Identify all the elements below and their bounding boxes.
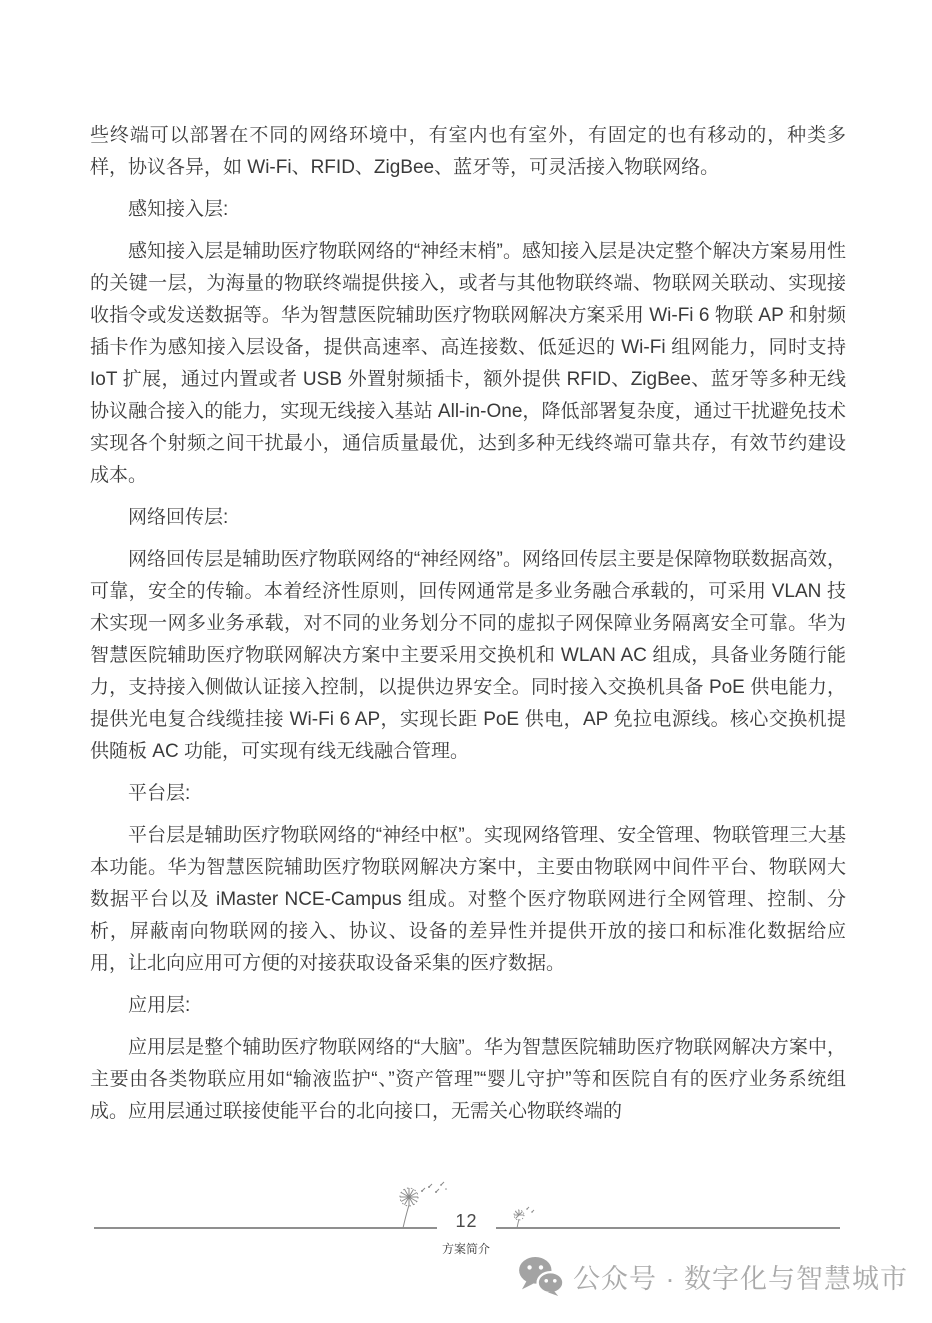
dandelion-small-icon <box>505 1200 539 1229</box>
footer-section-label: 方案简介 <box>441 1242 490 1256</box>
section-heading-perception-access-layer: 感知接入层: <box>128 199 229 220</box>
wechat-banner <box>518 1256 908 1296</box>
body-paragraph-application-layer: 应用层是整个辅助医疗物联网络的“大脑”。华为智慧医院辅助医疗物联网解决方案中，主要由各类物联应用如“输液监护“、”资产管理”“婴儿守护”等和医院自有的医疗业务系统组成。应用层通过联接使能平台的北向接口，无需关心物联终端的 <box>90 1037 846 1122</box>
body-paragraph-network-backhaul-layer: 网络回传层是辅助医疗物联网络的“神经网络”。网络回传层主要是保障物联数据高效，可靠，安全的传输。本着经济性原则，回传网通常是多业务融合承载的，可采用 VLAN 技术实现一网多业务承载，对不同的业务划分不同的虚拟子网保障业务隔离安全可靠。华为智慧医院辅助医疗物联网解决方案中主要采用交换机和 WLAN AC 组成，具备业务随行能力，支持接入侧做认证接入控制，以提供边界安全。同时接入交换机具备 PoE 供电能力，提供光电复合线缆挂接 Wi-Fi 6 AP，实现长距 PoE 供电，AP 免拉电源线。核心交换机提供随板 AC 功能，可实现有线无线融合管理。 <box>90 549 846 762</box>
wechat-icon <box>518 1256 564 1296</box>
section-heading-platform-layer: 平台层: <box>128 783 191 804</box>
page-number: 12 <box>455 1211 478 1231</box>
body-paragraph-perception-access-layer: 感知接入层是辅助医疗物联网络的“神经末梢”。感知接入层是决定整个解决方案易用性的关键一层，为海量的物联终端提供接入，或者与其他物联终端、物联网关联动、实现接收指令或发送数据等。华为智慧医院辅助医疗物联网解决方案采用 Wi-Fi 6 物联 AP 和射频插卡作为感知接入层设备，提供高速率、高连接数、低延迟的 Wi-Fi 组网能力，同时支持 IoT 扩展，通过内置或者 USB 外置射频插卡，额外提供 RFID、ZigBee、蓝牙等多种无线协议融合接入的能力，实现无线接入基站 All-in-One，降低部署复杂度，通过干扰避免技术实现各个射频之间干扰最小，通信质量最优，达到多种无线终端可靠共存，有效节约建设成本。 <box>90 241 846 486</box>
document-body <box>90 120 846 1138</box>
footer-rule-right <box>496 1227 840 1229</box>
body-paragraph-intro: 些终端可以部署在不同的网络环境中，有室内也有室外，有固定的也有移动的，种类多样，协议各异，如 Wi-Fi、RFID、ZigBee、蓝牙等，可灵活接入物联网络。 <box>90 125 846 178</box>
wechat-banner-text: 公众号 · 数字化与智慧城市 <box>573 1263 908 1294</box>
footer-rule-left <box>94 1227 437 1229</box>
section-heading-network-backhaul-layer: 网络回传层: <box>128 507 229 528</box>
section-heading-application-layer: 应用层: <box>128 995 191 1016</box>
body-paragraph-platform-layer: 平台层是辅助医疗物联网络的“神经中枢”。实现网络管理、安全管理、物联管理三大基本功能。华为智慧医院辅助医疗物联网解决方案中，主要由物联网中间件平台、物联网大数据平台以及 iMaster NCE-Campus 组成。对整个医疗物联网进行全网管理、控制、分析，屏蔽南向物联网的接入、协议、设备的差异性并提供开放的接口和标准化数据给应用，让北向应用可方便的对接获取设备采集的医疗数据。 <box>90 825 846 974</box>
